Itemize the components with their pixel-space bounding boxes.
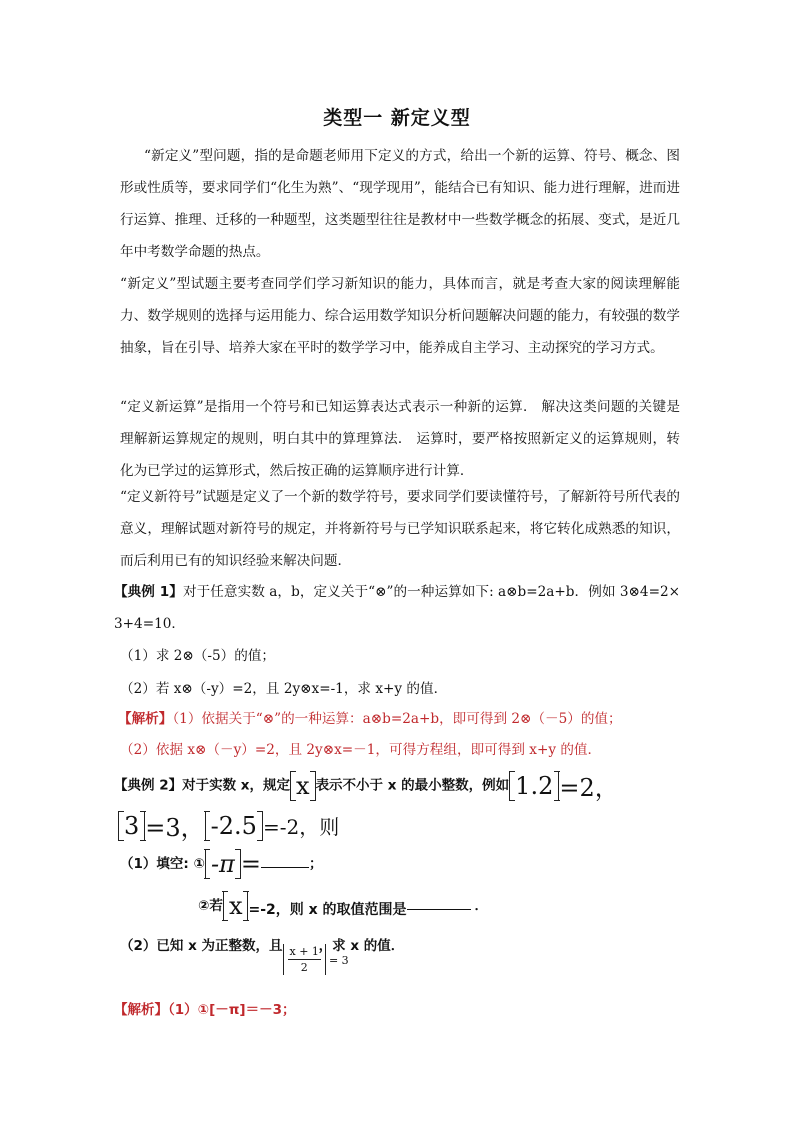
ceiling-bracket-example-2 bbox=[118, 811, 145, 841]
intro-paragraph-1: “新定义”型问题，指的是命题老师用下定义的方式，给出一个新的运算、符号、概念、图形或性质等，要求同学们“化生为熟”、“现学现用”，能结合已有知识、能力进行理解，进而进行运算、推理、迁移的一种题型，这类题型往往是教材中一些数学概念的拓展、变式，是近几年中考数学命题的热点。 bbox=[120, 148, 680, 260]
example2-fill-label: （1）填空: ① bbox=[120, 856, 205, 872]
example2-line-2 bbox=[118, 808, 339, 843]
example1-analysis-2: （2）依据 x⊗（－y）=2，且 2y⊗x=－1，可得方程组，即可得到 x+y 的值． bbox=[120, 742, 602, 758]
ceiling-example-2-input: 3 bbox=[124, 811, 140, 840]
fill1-answer-blank[interactable] bbox=[261, 867, 309, 868]
ceiling-x-symbol: x bbox=[296, 771, 310, 800]
ceiling-example-3-output: =-2，则 bbox=[262, 815, 340, 839]
example1-question-2: （2）若 x⊗（-y）=2，且 2y⊗x=-1，求 x+y 的值． bbox=[120, 681, 448, 697]
fraction-rhs: = 3 bbox=[328, 953, 349, 967]
fill1-end: ； bbox=[308, 856, 323, 872]
example2-tag: 【典例 2】 bbox=[114, 777, 183, 794]
example1-question-1: （1）求 2⊗（-5）的值； bbox=[120, 648, 275, 664]
example1-analysis-tag: 【解析】 bbox=[118, 711, 173, 727]
page-title: 类型一 新定义型 bbox=[323, 107, 471, 129]
example2-analysis-text-1: （1）①[－π]＝－3； bbox=[168, 1002, 296, 1018]
ceiling-bracket-neg-pi bbox=[205, 849, 241, 879]
fill2-end: ． bbox=[474, 898, 489, 914]
intro-paragraph-4: “定义新符号”试题是定义了一个新的数学符号，要求同学们要读懂符号，了解新符号所代表的意义，理解试题对新符号的规定，并将新符号与已学知识联系起来，将它转化成熟悉的知识，而后利用已有的知识经验来解决问题． bbox=[120, 489, 680, 569]
neg-pi-symbol: -π bbox=[210, 850, 235, 878]
example1-analysis-1 bbox=[118, 707, 622, 727]
ceiling-bracket-example-1 bbox=[509, 771, 559, 801]
intro-paragraph-3: “定义新运算”是指用一个符号和已知运算表达式表示一种新的运算． 解决这类问题的关键是理解新运算规定的规则，明白其中的算理算法． 运算时，要严格按照新定义的运算规则，转化为已学过的运算形式，然后按正确的运算顺序进行计算． bbox=[120, 399, 680, 479]
ceiling-example-1-output: =2， bbox=[559, 774, 619, 802]
example2-intro-a: 对于实数 x，规定 bbox=[182, 777, 291, 794]
example2-analysis-tag: 【解析】 bbox=[114, 1002, 168, 1018]
example2-fill2-pre: ②若 bbox=[198, 898, 223, 914]
ceiling-bracket-x bbox=[290, 771, 316, 801]
fill2-answer-blank[interactable] bbox=[407, 909, 471, 910]
example1-analysis-text-1: （1）依据关于“⊗”的一种运算：a⊗b=2a+b，即可得到 2⊗（－5）的值； bbox=[172, 711, 622, 727]
fill2-equals bbox=[248, 892, 406, 920]
intro-paragraph-2: “新定义”型试题主要考查同学们学习新知识的能力，具体而言，就是考查大家的阅读理解能力、数学规则的选择与运用能力、综合运用数学知识分析问题解决问题的能力，有较强的数学抽象，旨在引导、培养大家在平时的数学学习中，能养成自主学习、主动探究的学习方式。 bbox=[120, 276, 680, 356]
fraction-numerator: x + 1 bbox=[289, 945, 319, 958]
fill2-equals-text: =-2，则 x 的取值范围是 bbox=[248, 902, 407, 918]
ceiling-bracket-x-2 bbox=[223, 891, 249, 921]
example2-fill-line-1 bbox=[120, 849, 322, 879]
example2-question-2 bbox=[120, 934, 434, 974]
ceiling-x2-symbol: x bbox=[228, 892, 243, 920]
example2-intro-b: 表示不小于 x 的最小整数，例如 bbox=[315, 777, 510, 794]
example2-analysis-1 bbox=[114, 998, 296, 1018]
example1-tag: 【典例 1】 bbox=[114, 584, 183, 600]
fill1-equals: = bbox=[240, 850, 261, 878]
example1-text: 对于任意实数 a，b，定义关于“⊗”的一种运算如下: a⊗b=2a+b．例如 3⊗4=2×3+4=10． bbox=[114, 584, 681, 632]
example2-q2-pre: （2）已知 x 为正整数，且 bbox=[120, 938, 283, 954]
ceiling-example-3-input: -2.5 bbox=[210, 811, 257, 840]
example2-q2-post: ，求 x 的值． bbox=[318, 938, 405, 954]
fraction-denominator: 2 bbox=[300, 961, 308, 974]
example2-fill-line-2 bbox=[198, 891, 488, 921]
ceiling-bracket-example-3 bbox=[205, 811, 263, 841]
example2-line-1 bbox=[114, 768, 619, 803]
example1-statement bbox=[114, 576, 680, 640]
ceiling-example-2-output: =3， bbox=[145, 814, 205, 842]
ceiling-example-1-input: 1.2 bbox=[515, 771, 554, 800]
